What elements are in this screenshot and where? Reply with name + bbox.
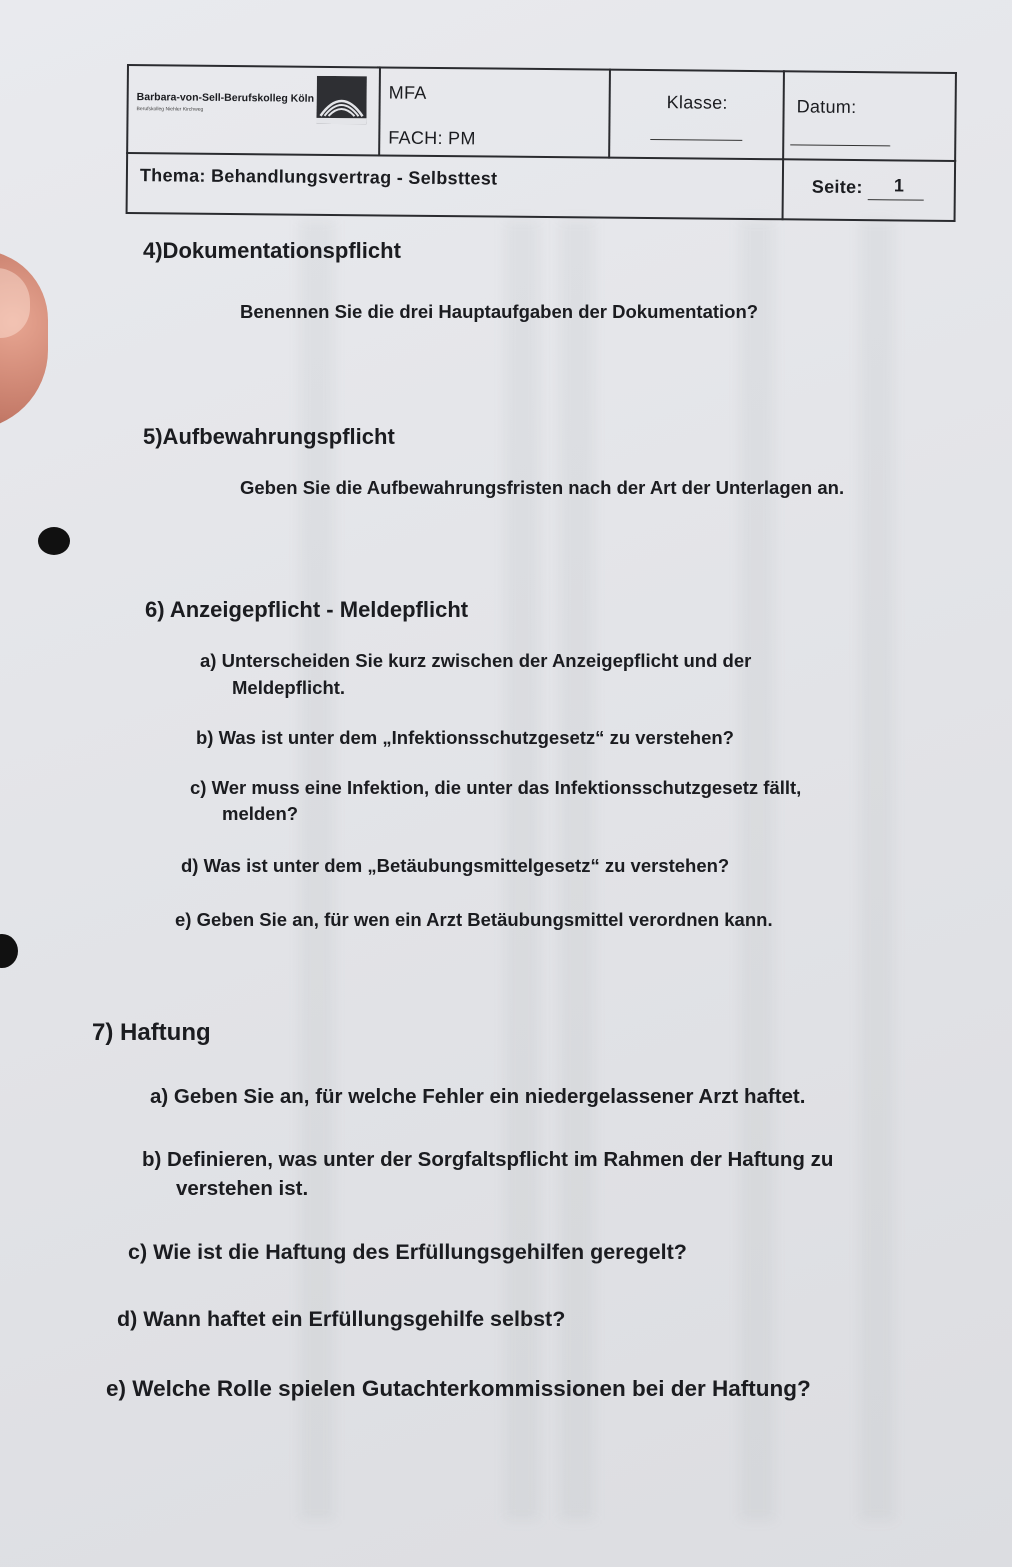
question-7b-line1: b) Definieren, was unter der Sorgfaltspflicht im Rahmen der Haftung zu bbox=[142, 1148, 834, 1171]
school-logo-icon bbox=[316, 76, 366, 124]
question-6c-line2: melden? bbox=[222, 803, 299, 824]
question-6a-line1: a) Unterscheiden Sie kurz zwischen der Anzeigepflicht und der bbox=[200, 650, 752, 671]
punch-hole bbox=[38, 527, 70, 555]
school-subtitle: Berufskolleg Niehler Kirchweg bbox=[136, 106, 204, 113]
question-6e: e) Geben Sie an, für wen ein Arzt Betäubungsmittel verordnen kann. bbox=[175, 909, 773, 930]
class-label: Klasse: bbox=[666, 92, 728, 113]
section-title-retention: 5)Aufbewahrungspflicht bbox=[143, 424, 395, 449]
question-7b-line2: verstehen ist. bbox=[176, 1177, 309, 1200]
school-name: Barbara-von-Sell-Berufskolleg Köln bbox=[136, 91, 315, 105]
section-title-liability: 7) Haftung bbox=[92, 1019, 211, 1046]
question-6a-line2: Meldepflicht. bbox=[232, 677, 346, 698]
question-6c-line1: c) Wer muss eine Infektion, die unter das Infektionsschutzgesetz fällt, bbox=[190, 777, 802, 798]
question-7c: c) Wie ist die Haftung des Erfüllungsgehilfen geregelt? bbox=[128, 1240, 687, 1264]
question-4: Benennen Sie die drei Hauptaufgaben der Dokumentation? bbox=[240, 301, 759, 322]
date-label: Datum: bbox=[796, 96, 857, 118]
question-5: Geben Sie die Aufbewahrungsfristen nach der Art der Unterlagen an. bbox=[240, 477, 845, 498]
question-6d: d) Was ist unter dem „Betäubungsmittelgesetz“ zu verstehen? bbox=[181, 855, 730, 876]
question-6b: b) Was ist unter dem „Infektionsschutzgesetz“ zu verstehen? bbox=[196, 727, 734, 748]
paper-streak bbox=[740, 220, 774, 1520]
question-7e: e) Welche Rolle spielen Gutachterkommissionen bei der Haftung? bbox=[106, 1376, 811, 1401]
question-7a: a) Geben Sie an, für welche Fehler ein niedergelassener Arzt haftet. bbox=[150, 1085, 806, 1108]
subject-label: FACH: PM bbox=[388, 127, 476, 149]
question-7d: d) Wann haftet ein Erfüllungsgehilfe selbst? bbox=[117, 1307, 566, 1331]
header-cell-class bbox=[608, 69, 785, 161]
page-number: 1 bbox=[893, 175, 905, 196]
punch-hole bbox=[0, 934, 18, 968]
section-title-reporting: 6) Anzeigepflicht - Meldepflicht bbox=[145, 597, 469, 622]
header-cell-page bbox=[782, 158, 957, 222]
topic-title: Thema: Behandlungsvertrag - Selbsttest bbox=[139, 165, 498, 189]
worksheet-header bbox=[126, 64, 959, 224]
course-label: MFA bbox=[388, 82, 427, 103]
section-title-documentation: 4)Dokumentationspflicht bbox=[143, 238, 401, 263]
page-label: Seite: bbox=[811, 176, 863, 198]
paper-streak bbox=[860, 220, 894, 1520]
